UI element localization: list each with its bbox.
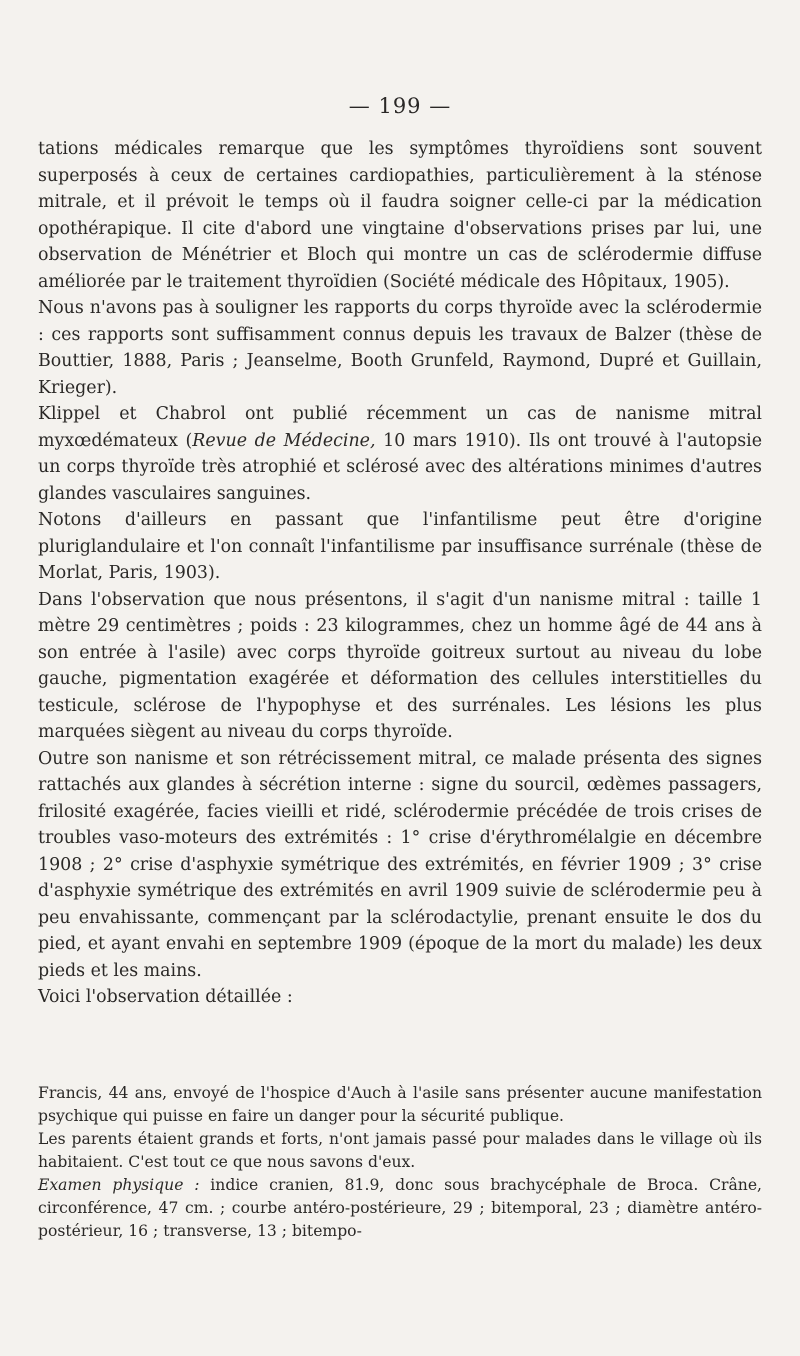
paragraph-5: Dans l'observation que nous présentons, il s'agit d'un nanisme mitral : taille 1 mètre 29 centimètres ; poids : 23 kilogrammes, chez un homme âgé de 44 ans à son entrée à l'asile) avec corps thyroïde goitreux surtout au niveau du lobe gauche, pigmentation exagérée et déformation des cellules interstitielles du testicule, sclérose de l'hypophyse et des surrénales. Les lésions les plus marquées siègent au niveau du corps thyroïde. [38,589,762,742]
paragraph-3-text-b: 10 mars 1910). Ils ont trouvé à l'autopsie un corps thyroïde très atrophié et sclérosé avec des altérations minimes d'autres glandes vasculaires sanguines. [38,430,763,504]
paragraph-2 [38,295,762,401]
paragraph-7: Voici l'observation détaillée : [38,987,293,1007]
page-number: — 199 — [348,94,452,118]
paragraph-2-text: Nous n'avons pas à souligner les rapports du corps thyroïde avec la sclérodermie : ces rapports sont suffisamment connus depuis les travaux de Balzer (thèse de Bouttier, 1888, Paris ; Jeanselme, Booth Grunfeld, Raymond, Dupré et Guillain, Krieger). [38,298,762,398]
paragraph-3-text-a: Klippel et Chabrol ont publié récemment un cas de nanisme mitral myxœdémateux ( [38,404,762,451]
paragraph-3 [38,401,762,507]
observation-paragraph-1: Francis, 44 ans, envoyé de l'hospice d'Auch à l'asile sans présenter aucune manifestation psychique qui puisse en faire un danger pour la sécurité publique. [38,1084,762,1125]
observation-paragraph-3-text: indice cranien, 81.9, donc sous brachycéphale de Broca. Crâne, circonférence, 47 cm. ; courbe antéro-postérieure, 29 ; bitemporal, 23 ; diamètre antéro-postérieur, 16 ; transverse, 13 ; bitempo- [38,1176,763,1240]
paragraph-6: Outre son nanisme et son rétrécissement mitral, ce malade présenta des signes rattachés aux glandes à sécrétion interne : signe du sourcil, œdèmes passagers, frilosité exagérée, facies vieilli et ridé, sclérodermie précédée de trois crises de troubles vaso-moteurs des extrémités : 1° crise d'érythromélalgie en décembre 1908 ; 2° crise d'asphyxie symétrique des extrémités, en février 1909 ; 3° crise d'asphyxie symétrique des extrémités en avril 1909 suivie de sclérodermie peu à peu envahissante, commençant par la sclérodactylie, prenant ensuite le dos du pied, et ayant envahi en septembre 1909 (époque de la mort du malade) les deux pieds et les mains. [38,748,762,981]
paragraph-4: Notons d'ailleurs en passant que l'infantilisme peut être d'origine pluriglandulaire et l'on connaît l'infantilisme par insuffisance surrénale (thèse de Morlat, Paris, 1903). [38,510,762,583]
observation-text [38,1082,762,1243]
journal-title: Revue de Médecine, [192,430,376,451]
main-text [38,136,762,1011]
observation-paragraph-3 [38,1174,762,1243]
section-label: Examen physique : [38,1176,200,1194]
observation-paragraph-2: Les parents étaient grands et forts, n'ont jamais passé pour malades dans le village où ils habitaient. C'est tout ce que nous savons d'eux. [38,1130,762,1171]
paragraph-1: tations médicales remarque que les symptômes thyroïdiens sont souvent superposés à ceux de certaines cardiopathies, particulièrement à la sténose mitrale, et il prévoit le temps où il faudra soigner celle-ci par la médication opothérapique. Il cite d'abord une vingtaine d'observations prises par lui, une observation de Ménétrier et Bloch qui montre un cas de sclérodermie diffuse améliorée par le traitement thyroïdien (Société médicale des Hôpitaux, 1905). [38,139,762,292]
